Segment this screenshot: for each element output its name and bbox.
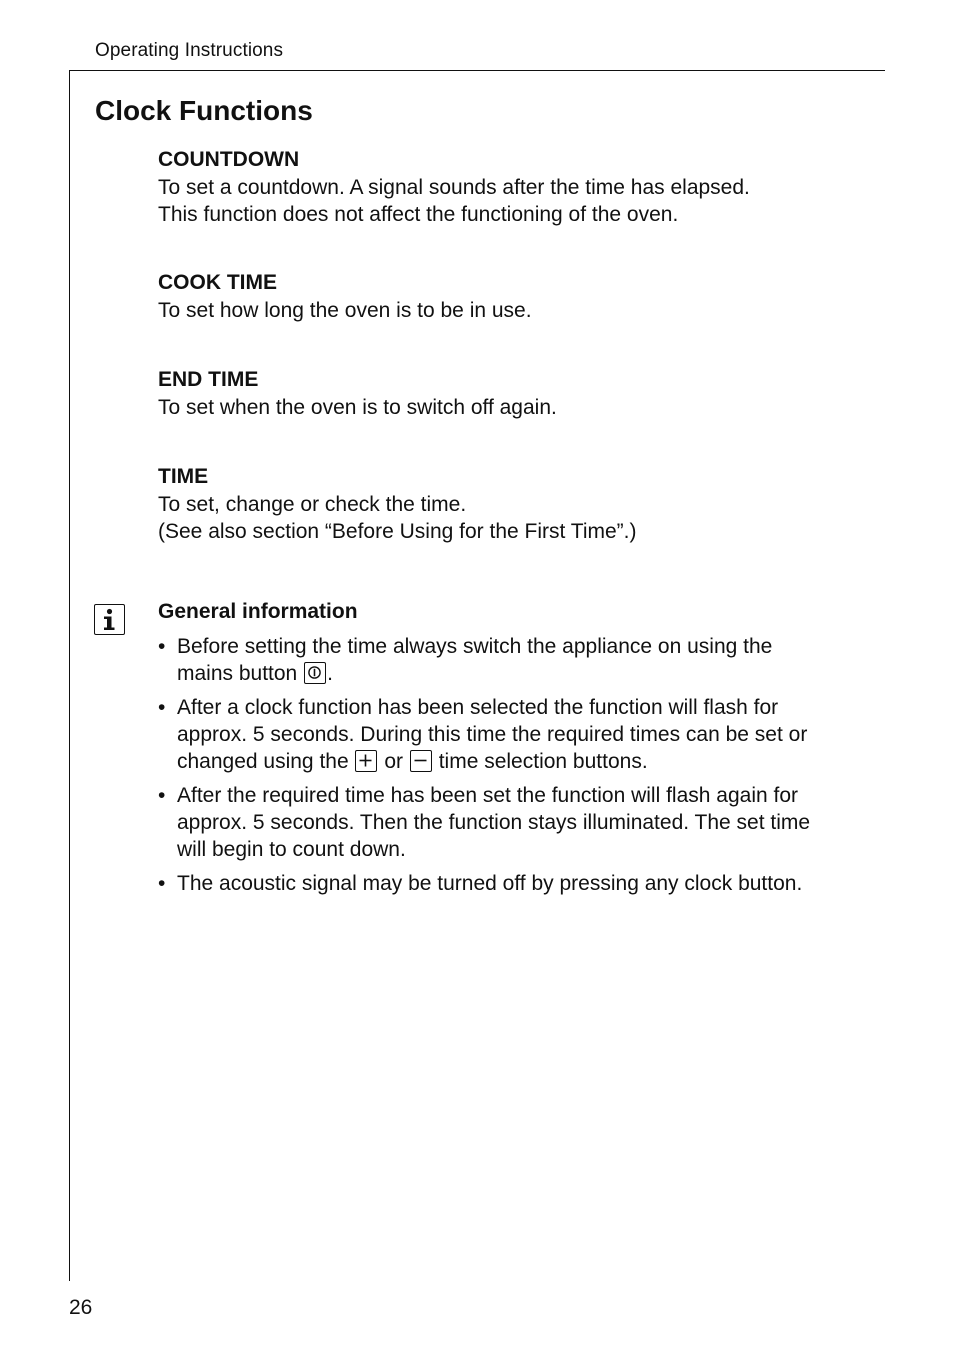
section-time — [158, 463, 858, 545]
section-cook-time — [158, 269, 858, 324]
list-item — [158, 782, 878, 863]
section-text-line: To set a countdown. A signal sounds after the time has elapsed. — [158, 176, 750, 199]
section-text-line: To set how long the oven is to be in use. — [158, 299, 532, 322]
list-item — [158, 870, 878, 897]
bullet-symbol: • — [158, 872, 166, 895]
section-heading: COOK TIME — [158, 271, 277, 294]
list-item-text: . — [327, 662, 333, 685]
section-heading: COUNTDOWN — [158, 148, 300, 171]
header-rule — [69, 70, 885, 71]
bullet-symbol: • — [158, 784, 166, 807]
list-item-text: mains button — [177, 662, 298, 685]
list-item-text: changed using the — [177, 750, 349, 773]
section-heading: END TIME — [158, 368, 259, 391]
plus-button-icon — [355, 750, 377, 772]
info-icon — [94, 604, 125, 635]
list-item-line — [177, 748, 878, 775]
list-item-line: will begin to count down. — [177, 838, 406, 861]
list-item-line: The acoustic signal may be turned off by pressing any clock button. — [177, 872, 803, 895]
page-title: Clock Functions — [95, 95, 313, 126]
list-item-text: time selection buttons. — [438, 750, 648, 773]
list-item-line: approx. 5 seconds. During this time the required times can be set or — [177, 723, 808, 746]
list-item-text: or — [384, 750, 404, 773]
running-header: Operating Instructions — [95, 40, 284, 61]
list-item — [158, 633, 878, 687]
power-button-icon — [304, 662, 326, 684]
margin-rule — [69, 70, 70, 1281]
general-info — [158, 598, 858, 626]
bullet-symbol: • — [158, 696, 166, 719]
list-item-line: Before setting the time always switch the appliance on using the — [177, 635, 773, 658]
list-item-line: After a clock function has been selected the function will flash for — [177, 696, 779, 719]
page-number: 26 — [69, 1296, 93, 1319]
list-item — [158, 694, 878, 775]
list-item-line: approx. 5 seconds. Then the function stays illuminated. The set time — [177, 811, 811, 834]
list-item-line: After the required time has been set the function will flash again for — [177, 784, 799, 807]
section-end-time — [158, 366, 858, 421]
section-heading: TIME — [158, 465, 209, 488]
section-text-line: This function does not affect the functioning of the oven. — [158, 203, 679, 226]
section-countdown — [158, 146, 858, 228]
section-text-line: (See also section “Before Using for the First Time”.) — [158, 520, 637, 543]
bullet-symbol: • — [158, 635, 166, 658]
section-text-line: To set when the oven is to switch off again. — [158, 396, 557, 419]
section-text-line: To set, change or check the time. — [158, 493, 467, 516]
general-info-list — [158, 633, 878, 904]
general-info-heading: General information — [158, 600, 358, 623]
minus-button-icon — [410, 750, 432, 772]
list-item-line — [177, 660, 878, 687]
